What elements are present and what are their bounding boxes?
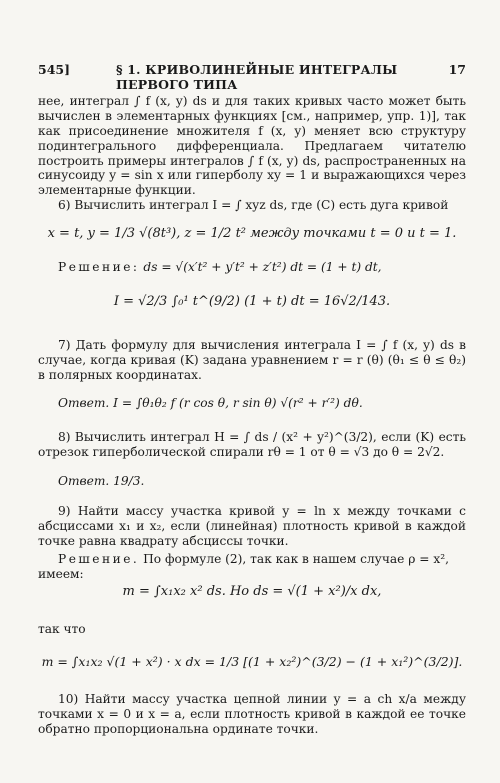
answer-label: Ответ. — [58, 474, 110, 488]
paragraph-intro: нее, интеграл ∫ f (x, y) ds и для таких кривых часто может быть вычислен в элементарных функциях [см., например, упр. 1)], так как присоединение множителя f (x, y) меняет всю структуру подинтегрального дифференциала. Предлагаем читателю построить примеры интегралов ∫ f (x, y) ds, распространенных на синусоиду y = sin x или гиперболу xy = 1 и выражающихся через элементарные функции. — [38, 94, 466, 198]
running-header — [38, 62, 466, 93]
solution-text: По формуле (2), так как в нашем случае ρ = x², имеем: — [38, 552, 449, 581]
exercise-7: 7) Дать формулу для вычисления интеграла I = ∫ f (x, y) ds в случае, когда кривая (K) задана уравнением r = r (θ) (θ₁ ≤ θ ≤ θ₂) в полярных координатах. — [38, 338, 466, 382]
exercise-9-so-that: так что — [38, 622, 86, 636]
exercise-9-solution — [38, 552, 466, 582]
answer-value: 19/3. — [113, 474, 145, 488]
exercise-8: 8) Вычислить интеграл H = ∫ ds / (x² + y²)^(3/2), если (K) есть отрезок гиперболической спирали rθ = 1 от θ = √3 до θ = 2√2. — [38, 430, 466, 459]
exercise-6-equation: x = t, y = 1/3 √(8t³), z = 1/2 t² между точками t = 0 и t = 1. — [47, 226, 457, 241]
running-title: § 1. КРИВОЛИНЕЙНЫЕ ИНТЕГРАЛЫ ПЕРВОГО ТИПА — [116, 62, 398, 93]
solution-label: Решение. — [58, 552, 140, 566]
exercise-7-answer — [38, 396, 466, 411]
exercise-6: 6) Вычислить интеграл I = ∫ xyz ds, где (C) есть дуга кривой — [58, 198, 449, 212]
exercise-8-answer — [38, 474, 466, 489]
answer-label: Ответ. — [58, 396, 110, 410]
solution-label: Решение: — [58, 260, 140, 274]
section-ref: 545] — [38, 62, 71, 77]
exercise-9: 9) Найти массу участка кривой y = ln x между точками с абсциссами x₁ и x₂, если (линейная) плотность кривой в каждой точке равна квадрату абсциссы точки. — [38, 504, 466, 548]
solution-formula: ds = √(x′t² + y′t² + z′t²) dt = (1 + t) dt, — [143, 260, 382, 274]
exercise-6-result: I = √2/3 ∫₀¹ t^(9/2) (1 + t) dt = 16√2/143. — [113, 294, 391, 309]
exercise-9-equation-1: m = ∫x₁x₂ x² ds. Но ds = √(1 + x²)/x dx, — [122, 584, 382, 599]
page-number: 17 — [448, 62, 466, 77]
exercise-6-solution — [38, 260, 466, 275]
answer-formula: I = ∫θ₁θ₂ f (r cos θ, r sin θ) √(r² + r′²) dθ. — [113, 396, 363, 410]
exercise-10: 10) Найти массу участка цепной линии y = a ch x/a между точками x = 0 и x = a, если плотность кривой в каждой ее точке обратно пропорциональна ординате точки. — [38, 692, 466, 736]
exercise-9-equation-2: m = ∫x₁x₂ √(1 + x²) · x dx = 1/3 [(1 + x₂²)^(3/2) − (1 + x₁²)^(3/2)]. — [41, 654, 463, 669]
